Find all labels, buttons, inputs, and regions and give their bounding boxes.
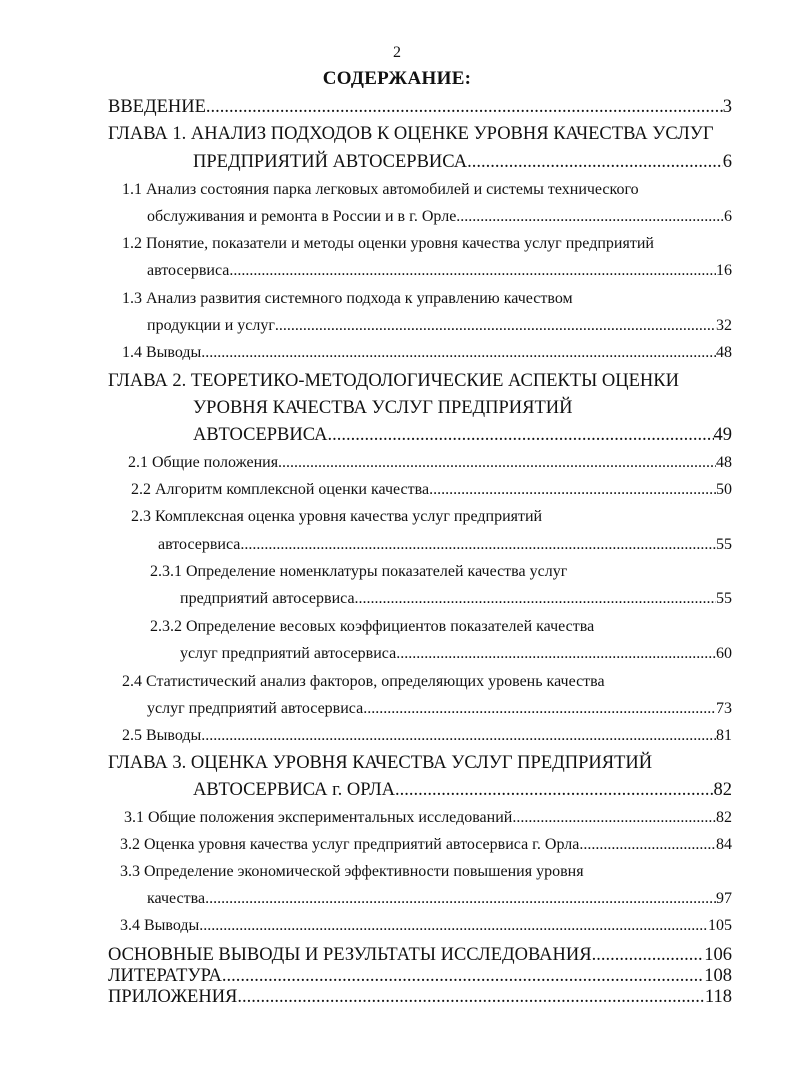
toc-entry-page: 49: [713, 425, 732, 445]
toc-entry-text: обслуживания и ремонта в России и в г. Орле: [147, 208, 457, 225]
toc-entry-text: АВТОСЕРВИСА: [193, 425, 328, 445]
toc-entry-3-1[interactable]: [124, 809, 732, 827]
dot-leader: [579, 836, 716, 854]
toc-entry-text: 3.4 Выводы: [120, 917, 200, 934]
dot-leader: [396, 645, 716, 663]
dot-leader: [275, 317, 716, 335]
toc-entry-text: ПРИЛОЖЕНИЯ: [108, 987, 238, 1007]
toc-entry-text: ВВЕДЕНИЕ: [108, 97, 206, 117]
toc-entry-text: 1.3 Анализ развития системного подхода к управлению качеством: [122, 290, 573, 307]
toc-entry-1-1-cont[interactable]: [147, 208, 732, 226]
dot-leader: [201, 727, 716, 745]
toc-entry-introduction[interactable]: [108, 97, 732, 118]
dot-leader: [355, 590, 716, 608]
dot-leader: [205, 890, 716, 908]
toc-entry-page: 106: [704, 945, 732, 965]
toc-entry-text: 1.2 Понятие, показатели и методы оценки уровня качества услуг предприятий: [122, 235, 654, 252]
toc-entry-3-3[interactable]: [120, 863, 584, 881]
toc-entry-text: АВТОСЕРВИСА г. ОРЛА: [193, 780, 396, 800]
toc-entry-2-5[interactable]: [122, 727, 732, 745]
toc-entry-text: 2.5 Выводы: [122, 727, 202, 744]
toc-entry-page: 55: [716, 536, 732, 553]
toc-entry-text: 3.1 Общие положения экспериментальных исследований: [124, 809, 513, 826]
toc-entry-chapter-3[interactable]: [108, 753, 652, 774]
toc-entry-text: ГЛАВА 2. ТЕОРЕТИКО-МЕТОДОЛОГИЧЕСКИЕ АСПЕКТЫ ОЦЕНКИ: [108, 371, 679, 391]
toc-entry-3-3-cont[interactable]: [147, 890, 732, 908]
toc-entry-chapter-2-cont[interactable]: [193, 398, 573, 419]
toc-entry-page: 82: [716, 809, 732, 826]
toc-title: СОДЕРЖАНИЕ:: [322, 68, 472, 89]
dot-leader: [328, 425, 714, 446]
toc-entry-1-3-cont[interactable]: [147, 317, 732, 335]
toc-entry-page: 55: [716, 590, 732, 607]
dot-leader: [512, 809, 716, 827]
toc-entry-page: 108: [704, 966, 732, 986]
dot-leader: [429, 481, 716, 499]
toc-entry-text: 2.2 Алгоритм комплексной оценки качества: [131, 481, 430, 498]
page-number: 2: [393, 44, 401, 61]
dot-leader: [237, 987, 705, 1008]
toc-entry-2-3[interactable]: [131, 508, 542, 526]
toc-entry-2-3-1-cont[interactable]: [180, 590, 732, 608]
toc-entry-references[interactable]: [108, 966, 732, 987]
toc-entry-2-3-cont[interactable]: [158, 536, 732, 554]
toc-entry-chapter-2-cont-2[interactable]: [193, 425, 732, 446]
toc-entry-text: автосервиса: [158, 536, 241, 553]
toc-entry-text: качества: [147, 890, 206, 907]
toc-entry-page: 48: [716, 454, 732, 471]
dot-leader: [395, 780, 713, 801]
toc-entry-3-4[interactable]: [120, 917, 732, 935]
toc-entry-2-3-1[interactable]: [150, 563, 567, 581]
toc-entry-text: 2.3 Комплексная оценка уровня качества услуг предприятий: [131, 508, 543, 525]
toc-entry-chapter-1[interactable]: [108, 124, 714, 145]
toc-entry-text: 2.4 Статистический анализ факторов, определяющих уровень качества: [122, 673, 605, 690]
toc-entry-2-4[interactable]: [122, 673, 605, 691]
toc-entry-page: 81: [716, 727, 732, 744]
toc-entry-page: 6: [724, 208, 732, 225]
toc-entry-2-3-2-cont[interactable]: [180, 645, 732, 663]
toc-entry-1-3[interactable]: [122, 290, 573, 308]
toc-entry-2-2[interactable]: [131, 481, 732, 499]
toc-entry-chapter-3-cont[interactable]: [193, 780, 732, 801]
toc-entry-page: 105: [708, 917, 732, 934]
toc-entry-text: 2.3.1 Определение номенклатуры показателей качества услуг: [150, 563, 568, 580]
dot-leader: [240, 536, 716, 554]
toc-entry-3-2[interactable]: [120, 836, 732, 854]
toc-entry-page: 6: [722, 152, 732, 172]
toc-entry-page: 84: [716, 836, 732, 853]
dot-leader: [201, 344, 716, 362]
toc-entry-text: 2.1 Общие положения: [128, 454, 279, 471]
dot-leader: [229, 262, 716, 280]
toc-entry-page: 97: [716, 890, 732, 907]
toc-entry-text: ЛИТЕРАТУРА: [108, 966, 222, 986]
toc-entry-text: УРОВНЯ КАЧЕСТВА УСЛУГ ПРЕДПРИЯТИЙ: [193, 398, 573, 418]
toc-entry-page: 60: [716, 645, 732, 662]
dot-leader: [222, 966, 704, 987]
toc-entry-page: 32: [716, 317, 732, 334]
toc-entry-text: предприятий автосервиса: [180, 590, 355, 607]
toc-entry-page: 82: [713, 780, 732, 800]
dot-leader: [363, 700, 716, 718]
dot-leader: [456, 208, 724, 226]
toc-entry-text: услуг предприятий автосервиса: [180, 645, 397, 662]
toc-entry-text: 2.3.2 Определение весовых коэффициентов показателей качества: [150, 618, 595, 635]
toc-entry-1-1[interactable]: [122, 181, 639, 199]
toc-entry-page: 50: [716, 481, 732, 498]
toc-entry-text: услуг предприятий автосервиса: [147, 700, 364, 717]
dot-leader: [592, 945, 705, 966]
toc-entry-conclusions[interactable]: [108, 945, 732, 966]
toc-entry-page: 118: [704, 987, 732, 1007]
toc-entry-text: ГЛАВА 3. ОЦЕНКА УРОВНЯ КАЧЕСТВА УСЛУГ ПРЕДПРИЯТИЙ: [108, 753, 653, 773]
toc-entry-text: 1.1 Анализ состояния парка легковых автомобилей и системы технического: [122, 181, 639, 198]
toc-entry-appendices[interactable]: [108, 987, 732, 1008]
toc-entry-1-4[interactable]: [122, 344, 732, 362]
toc-entry-1-2[interactable]: [122, 235, 654, 253]
toc-entry-2-3-2[interactable]: [150, 618, 594, 636]
toc-entry-2-4-cont[interactable]: [147, 700, 732, 718]
toc-entry-1-2-cont[interactable]: [147, 262, 732, 280]
toc-entry-page: 16: [716, 262, 732, 279]
toc-entry-text: продукции и услуг: [147, 317, 275, 334]
toc-entry-chapter-2[interactable]: [108, 371, 679, 392]
toc-entry-text: ПРЕДПРИЯТИЙ АВТОСЕРВИСА: [193, 152, 468, 172]
dot-leader: [467, 152, 723, 173]
dot-leader: [199, 917, 708, 935]
toc-entry-chapter-1-cont[interactable]: [193, 152, 732, 173]
toc-entry-text: 1.4 Выводы: [122, 344, 202, 361]
toc-entry-text: ГЛАВА 1. АНАЛИЗ ПОДХОДОВ К ОЦЕНКЕ УРОВНЯ КАЧЕСТВА УСЛУГ: [108, 124, 714, 144]
toc-entry-text: автосервиса: [147, 262, 230, 279]
dot-leader: [206, 97, 723, 118]
toc-entry-text: 3.2 Оценка уровня качества услуг предприятий автосервиса г. Орла: [120, 836, 580, 853]
toc-entry-2-1[interactable]: [128, 454, 732, 472]
toc-entry-text: ОСНОВНЫЕ ВЫВОДЫ И РЕЗУЛЬТАТЫ ИССЛЕДОВАНИЯ: [108, 945, 592, 965]
toc-entry-page: 73: [716, 700, 732, 717]
toc-entry-page: 3: [722, 97, 732, 117]
dot-leader: [278, 454, 716, 472]
toc-entry-page: 48: [716, 344, 732, 361]
toc-entry-text: 3.3 Определение экономической эффективности повышения уровня: [120, 863, 584, 880]
